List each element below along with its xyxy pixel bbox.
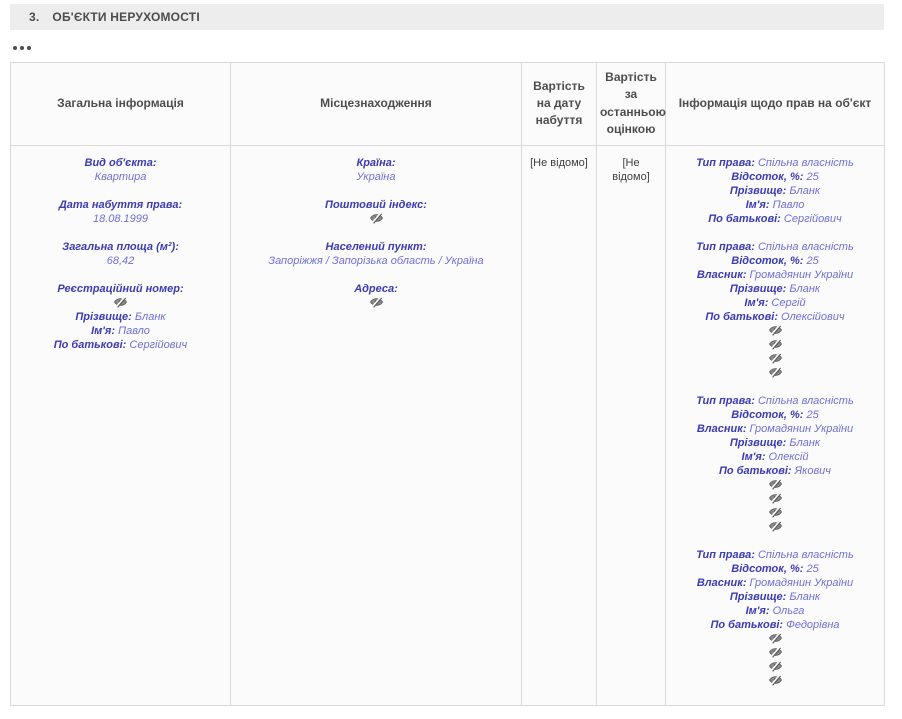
col-header-object-rights: Інформація щодо прав на об'єкт — [666, 63, 885, 146]
col-header-cost-at-acquisition: Вартість на дату набуття — [522, 63, 597, 146]
hidden-eye-icon — [672, 646, 878, 660]
field-value: Спільна власність — [754, 394, 854, 407]
field-value: Спільна власність — [754, 156, 854, 169]
field-label: Дата набуття права: — [58, 198, 183, 211]
field-value: Якович — [791, 464, 831, 477]
hidden-eye-icon — [237, 296, 515, 310]
table-header-row — [11, 63, 885, 146]
blank-line — [17, 268, 224, 282]
field-value: 18.08.1999 — [92, 212, 149, 225]
field-value: Громадянин України — [746, 422, 854, 435]
field-value: Сергій — [768, 296, 806, 309]
hidden-eye-icon — [672, 478, 878, 492]
section-number: 3. — [29, 10, 40, 24]
more-options-button[interactable] — [13, 44, 31, 52]
field-value: Бланк — [786, 282, 821, 295]
field-value: 25 — [803, 254, 819, 267]
field-value: Бланк — [786, 184, 821, 197]
cell-cost-at-acquisition — [522, 145, 597, 705]
field-value: Ольга — [769, 604, 805, 617]
field-value: 25 — [803, 408, 819, 421]
field-value: Олексійович — [777, 310, 845, 323]
blank-line — [237, 226, 515, 240]
hidden-eye-icon — [672, 520, 878, 534]
field-label: Тип права: — [696, 394, 755, 407]
cell-general-info — [11, 145, 231, 705]
field-label: Ім'я: — [745, 198, 770, 211]
hidden-eye-icon — [17, 296, 224, 310]
hidden-eye-icon — [672, 338, 878, 352]
section-title: ОБ'ЄКТИ НЕРУХОМОСТІ — [52, 10, 200, 24]
field-value: 25 — [803, 562, 819, 575]
hidden-eye-icon — [672, 632, 878, 646]
blank-line — [237, 268, 515, 282]
field-value: Сергійович — [780, 212, 842, 225]
cell-location — [231, 145, 522, 705]
field-label: Відсоток, %: — [731, 562, 804, 575]
field-label: По батькові: — [718, 464, 792, 477]
field-label: Власник: — [696, 268, 747, 281]
hidden-eye-icon — [672, 660, 878, 674]
field-label: Адреса: — [354, 282, 398, 295]
field-label: Прізвище: — [729, 282, 787, 295]
field-label: Ім'я: — [91, 324, 116, 337]
field-label: По батькові: — [705, 310, 778, 323]
blank-line — [17, 226, 224, 240]
blank-line — [672, 380, 878, 394]
field-value: 68,42 — [106, 254, 135, 267]
field-label: Прізвище: — [729, 184, 787, 197]
field-label: Реєстраційний номер: — [57, 282, 184, 295]
field-label: Ім'я: — [741, 450, 766, 463]
field-label: Прізвище: — [729, 590, 787, 603]
ellipsis-icon — [20, 46, 24, 50]
field-label: Тип права: — [696, 548, 755, 561]
blank-line — [672, 226, 878, 240]
blank-line — [672, 534, 878, 548]
hidden-eye-icon — [672, 366, 878, 380]
field-label: Відсоток, %: — [731, 408, 804, 421]
hidden-eye-icon — [672, 492, 878, 506]
field-label: Ім'я: — [744, 296, 769, 309]
field-label: Прізвище: — [729, 436, 787, 449]
section-header — [10, 4, 884, 30]
hidden-eye-icon — [672, 352, 878, 366]
cell-value: [Не відомо] — [612, 156, 650, 183]
field-label: Відсоток, %: — [731, 254, 804, 267]
table-row — [11, 145, 885, 705]
field-label: Поштовий індекс: — [325, 198, 427, 211]
ellipsis-icon — [27, 46, 31, 50]
field-label: По батькові: — [708, 212, 781, 225]
field-value: Спільна власність — [754, 548, 854, 561]
field-value: Україна — [356, 170, 396, 183]
ellipsis-icon — [13, 46, 17, 50]
field-value: Олексій — [765, 450, 809, 463]
field-label: Населений пункт: — [325, 240, 427, 253]
cell-cost-last-assessment — [597, 145, 666, 705]
field-value: Громадянин України — [746, 576, 854, 589]
blank-line — [17, 184, 224, 198]
hidden-eye-icon — [672, 324, 878, 338]
field-label: Ім'я: — [745, 604, 770, 617]
real-estate-table — [10, 62, 885, 706]
cell-object-rights — [666, 145, 885, 705]
hidden-eye-icon — [672, 674, 878, 688]
field-label: Прізвище: — [75, 310, 132, 323]
field-value: Квартира — [94, 170, 147, 183]
field-label: Країна: — [356, 156, 396, 169]
field-value: Бланк — [131, 310, 166, 323]
field-value: Спільна власність — [754, 240, 854, 253]
field-label: По батькові: — [710, 618, 784, 631]
field-label: Відсоток, %: — [731, 170, 804, 183]
field-label: Вид об'єкта: — [84, 156, 157, 169]
cell-value: [Не відомо] — [530, 156, 588, 169]
field-value: Федорівна — [783, 618, 840, 631]
field-value: Запоріжжя / Запорізька область / Україна — [268, 254, 484, 267]
col-header-location: Місцезнаходження — [231, 63, 522, 146]
field-label: Загальна площа (м²): — [62, 240, 179, 253]
field-label: По батькові: — [53, 338, 127, 351]
field-label: Власник: — [696, 576, 747, 589]
field-value: 25 — [803, 170, 819, 183]
field-label: Тип права: — [696, 156, 755, 169]
blank-line — [237, 184, 515, 198]
col-header-general-info: Загальна інформація — [11, 63, 231, 146]
field-value: Павло — [115, 324, 150, 337]
hidden-eye-icon — [672, 506, 878, 520]
field-value: Сергійович — [126, 338, 188, 351]
field-value: Бланк — [786, 590, 821, 603]
field-value: Павло — [769, 198, 805, 211]
field-value: Бланк — [786, 436, 821, 449]
field-label: Тип права: — [696, 240, 755, 253]
col-header-cost-last-assessment: Вартість за останньою оцінкою — [597, 63, 666, 146]
field-value: Громадянин України — [746, 268, 854, 281]
hidden-eye-icon — [237, 212, 515, 226]
field-label: Власник: — [696, 422, 747, 435]
